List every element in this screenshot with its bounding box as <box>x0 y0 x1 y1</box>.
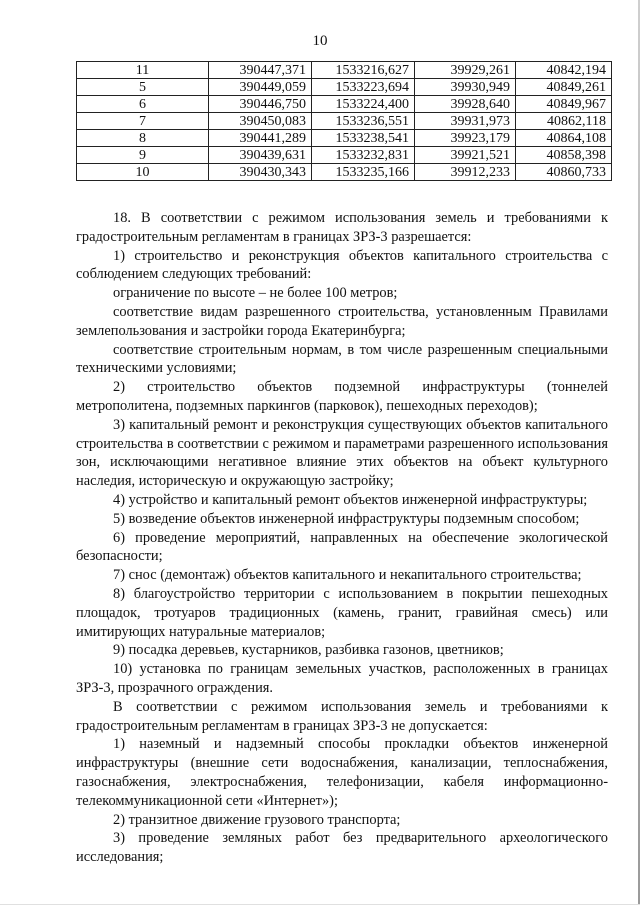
table-cell: 390447,371 <box>209 62 312 79</box>
table-cell: 39929,261 <box>415 62 516 79</box>
paragraph: ограничение по высоте – не более 100 метров; <box>113 285 398 302</box>
table-cell: 39912,233 <box>415 164 516 181</box>
table-cell: 390449,059 <box>209 79 312 96</box>
table-cell: 10 <box>77 164 209 181</box>
table-cell: 40864,108 <box>516 130 612 147</box>
table-cell: 1533236,551 <box>312 113 415 130</box>
table-row <box>77 147 612 164</box>
table-cell: 1533216,627 <box>312 62 415 79</box>
table-cell: 1533238,541 <box>312 130 415 147</box>
paragraph: 9) посадка деревьев, кустарников, разбивка газонов, цветников; <box>113 642 504 659</box>
table-row <box>77 96 612 113</box>
table-cell: 40842,194 <box>516 62 612 79</box>
paragraph: 1) наземный и надземный способы прокладки объектов инженерной инфраструктуры (внешние сети водоснабжения, канализации, теплоснабжения, газоснабжения, электроснабжения, телефонизации, кабеля информационно-телекоммуникационной сети «Интернет»); <box>76 736 608 809</box>
table-cell: 40849,967 <box>516 96 612 113</box>
paragraph: 2) транзитное движение грузового транспорта; <box>113 811 401 828</box>
paragraph: соответствие видам разрешенного строительства, установленным Правилами землепользования и застройки города Екатеринбурга; <box>76 303 608 339</box>
table-cell: 39930,949 <box>415 79 516 96</box>
paragraph: 10) установка по границам земельных участков, расположенных в границах ЗРЗ-3, прозрачного ограждения. <box>76 661 608 696</box>
table-cell: 1533223,694 <box>312 79 415 96</box>
table-cell: 390441,289 <box>209 130 312 147</box>
paragraph: 8) благоустройство территории с использованием в покрытии пешеходных площадок, тротуаров традиционных (камень, гранит, гравийная смесь) или имитирующих натуральные материалов; <box>76 585 608 640</box>
table-row <box>77 164 612 181</box>
paragraph: 5) возведение объектов инженерной инфраструктуры подземным способом; <box>113 510 580 527</box>
table-cell: 39928,640 <box>415 96 516 113</box>
table-row <box>77 113 612 130</box>
paragraph-intro-prohibited: В соответствии с режимом использования земель и требованиями к градостроительным регламентам в границах ЗРЗ-3 не допускается: <box>76 698 608 734</box>
table-cell: 6 <box>77 96 209 113</box>
table-cell: 40858,398 <box>516 147 612 164</box>
table-cell: 5 <box>77 79 209 96</box>
table-cell: 1533224,400 <box>312 96 415 113</box>
paragraph: 3) капитальный ремонт и реконструкция существующих объектов капитального строительства в соответствии с режимом и параметрами разрешенного использования зон, исключающими негативное влияние этих объектов на объект культурного наследия, историческую и окружающую застройку; <box>76 416 608 490</box>
table-cell: 390430,343 <box>209 164 312 181</box>
paragraph-intro-permitted: 18. В соответствии с режимом использования земель и требованиями к градостроительным регламентам в границах ЗРЗ-3 разрешается: <box>76 210 608 245</box>
paragraph: 1) строительство и реконструкция объектов капитального строительства с соблюдением следующих требований: <box>76 247 608 283</box>
table-cell: 7 <box>77 113 209 130</box>
table-cell: 40849,261 <box>516 79 612 96</box>
table-cell: 9 <box>77 147 209 164</box>
table-row <box>77 62 612 79</box>
document-body <box>76 209 608 867</box>
table-cell: 40862,118 <box>516 113 612 130</box>
paragraph: 2) строительство объектов подземной инфраструктуры (тоннелей метрополитена, подземных паркингов (парковок), пешеходных переходов); <box>76 379 608 414</box>
table-cell: 1533235,166 <box>312 164 415 181</box>
table-cell: 39921,521 <box>415 147 516 164</box>
paragraph: 7) снос (демонтаж) объектов капитального и некапитального строительства; <box>113 567 582 584</box>
table-cell: 39931,973 <box>415 113 516 130</box>
paragraph: 6) проведение мероприятий, направленных на обеспечение экологической безопасности; <box>76 529 608 565</box>
paragraph: 4) устройство и капитальный ремонт объектов инженерной инфраструктуры; <box>113 491 588 508</box>
table-row <box>77 79 612 96</box>
table-row <box>77 130 612 147</box>
table-cell: 40860,733 <box>516 164 612 181</box>
table-cell: 11 <box>77 62 209 79</box>
table-cell: 390439,631 <box>209 147 312 164</box>
table-cell: 1533232,831 <box>312 147 415 164</box>
table-cell: 390450,083 <box>209 113 312 130</box>
coordinates-table <box>76 61 612 181</box>
table-cell: 8 <box>77 130 209 147</box>
page-number: 10 <box>312 33 328 49</box>
table-cell: 39923,179 <box>415 130 516 147</box>
paragraph: соответствие строительным нормам, в том числе разрешенным специальными техническими условиями; <box>76 341 608 377</box>
table-cell: 390446,750 <box>209 96 312 113</box>
paragraph: 3) проведение земляных работ без предварительного археологического исследования; <box>76 830 608 866</box>
